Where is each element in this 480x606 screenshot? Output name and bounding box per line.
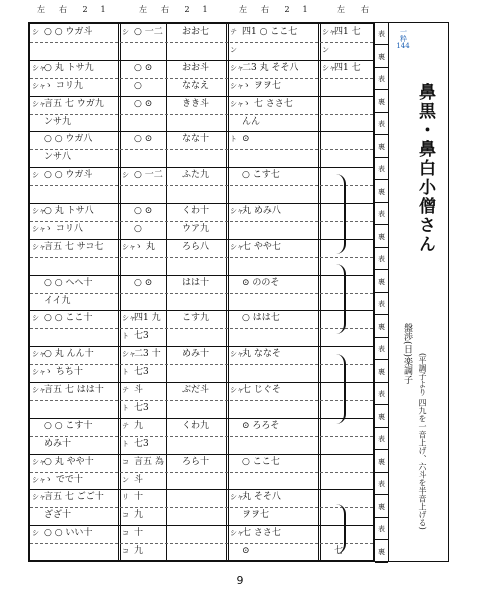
stroke-mark: シャ xyxy=(230,350,244,359)
notation-cell: 言五 七 ウガ九 xyxy=(44,98,104,109)
stroke-mark: ン xyxy=(322,45,329,54)
stroke-mark: シャ xyxy=(32,493,46,502)
notation-cell: ○ ⊙ xyxy=(134,62,153,73)
side-mark: 表 xyxy=(375,293,388,315)
stroke-mark: シャ xyxy=(32,224,46,233)
row-divider xyxy=(30,293,373,294)
notation-cell: ○ xyxy=(134,80,142,91)
stroke-mark: ト xyxy=(122,368,129,377)
row-divider xyxy=(30,364,373,365)
notation-cell: 言五 七 サコ七 xyxy=(44,241,104,252)
notation-cell: 九 xyxy=(134,546,144,557)
row-divider xyxy=(30,328,373,329)
stroke-mark: リ xyxy=(122,493,129,502)
stroke-mark: シャ xyxy=(230,493,244,502)
stroke-mark: ト xyxy=(122,403,129,412)
notation-cell: 丸 ななそ xyxy=(242,349,281,360)
stroke-mark: シャ xyxy=(32,207,46,215)
notation-cell: ○ 丸 トサ九 xyxy=(44,62,94,73)
stroke-mark: コ xyxy=(122,547,129,556)
tuning-label: 盤渉(日)楽調子 xyxy=(402,323,412,385)
side-mark: 表 xyxy=(375,158,388,180)
row-divider xyxy=(30,257,373,258)
stroke-mark: シャ xyxy=(32,350,46,359)
notation-cell: ゝ 七 ささ七 xyxy=(242,98,293,109)
notation-cell: 七3 xyxy=(134,331,149,342)
stroke-mark: シ xyxy=(32,171,39,180)
row-divider xyxy=(30,525,373,526)
notation-cell: 七3 xyxy=(134,367,149,378)
stroke-mark: シャ xyxy=(122,242,136,251)
notation-cell: 斗 xyxy=(134,385,144,395)
side-mark: 裏 xyxy=(375,136,388,158)
row-divider xyxy=(30,507,373,508)
stroke-mark: シャ xyxy=(230,386,244,394)
side-mark: 裏 xyxy=(375,271,388,293)
row-divider xyxy=(30,167,373,168)
stroke-mark: ト xyxy=(122,439,129,448)
notation-cell: んん xyxy=(242,116,261,127)
side-mark: 裏 xyxy=(375,406,388,428)
column-header xyxy=(28,5,368,17)
notation-cell: ゝ コリ九 xyxy=(44,80,83,91)
stroke-mark: シャ xyxy=(230,81,244,90)
row-divider xyxy=(30,221,373,222)
notation-cell: ンサ九 xyxy=(44,116,72,127)
header-label: 左 xyxy=(239,5,247,14)
notation-cell: ゝ コリ八 xyxy=(44,223,83,234)
stroke-mark: シャ xyxy=(122,350,136,359)
notation-cell: ○ 一二 xyxy=(134,170,163,181)
slur-curve xyxy=(330,174,346,254)
side-mark: 裏 xyxy=(375,451,388,473)
header-label: 右 xyxy=(59,5,67,14)
stroke-mark: テ xyxy=(230,28,237,36)
stroke-mark: シャ xyxy=(32,99,46,108)
row-divider xyxy=(30,489,373,490)
notation-cell: ○ 丸 トサ八 xyxy=(44,206,94,216)
row-divider xyxy=(30,418,373,419)
page-badge xyxy=(396,28,410,51)
stroke-mark: コ xyxy=(122,529,129,538)
notation-cell: ○ ⊙ xyxy=(134,206,153,216)
stroke-mark: ト xyxy=(122,332,129,341)
notation-cell: 言五 七 はは十 xyxy=(44,385,104,395)
notation-cell: ⊙ ろろそ xyxy=(242,420,280,431)
slur-curve xyxy=(330,354,346,424)
row-divider xyxy=(30,400,373,401)
notation-cell: 二3 十 xyxy=(134,349,161,360)
notation-cell: おお斗 xyxy=(182,62,210,73)
stroke-mark: シ xyxy=(122,171,129,180)
side-mark: 裏 xyxy=(375,316,388,338)
notation-cell: 十 xyxy=(134,528,144,539)
stroke-mark: コ xyxy=(122,457,129,466)
header-label: 右 xyxy=(161,5,169,14)
stroke-mark: シ xyxy=(32,529,39,538)
notation-cell: ○ はは七 xyxy=(242,313,280,324)
stroke-mark: シャ xyxy=(32,475,46,484)
notation-cell: ○ 一二 xyxy=(134,27,163,37)
notation-cell: 斗 xyxy=(134,474,144,485)
notation-cell: なな十 xyxy=(182,134,210,145)
notation-cell: こす九 xyxy=(182,313,210,324)
notation-cell: ゝ ちち十 xyxy=(44,367,83,378)
stroke-mark: シャ xyxy=(32,457,46,466)
stroke-mark: テ xyxy=(122,386,129,394)
row-divider xyxy=(30,96,373,97)
notation-cell: はは十 xyxy=(182,277,210,288)
stroke-mark: ン xyxy=(230,45,237,54)
side-mark: 表 xyxy=(375,68,388,90)
side-mark: 裏 xyxy=(375,496,388,518)
notation-cell: ○ ○ いい十 xyxy=(44,528,93,539)
notation-cell: ○ 丸 んん十 xyxy=(44,349,94,360)
notation-cell: ヲヲ七 xyxy=(242,510,270,521)
notation-cell: 九 xyxy=(134,420,144,431)
notation-cell: ふた九 xyxy=(182,170,210,181)
notation-cell: ぶだ斗 xyxy=(182,385,210,395)
stroke-mark: テ xyxy=(122,421,129,430)
notation-cell: めみ十 xyxy=(44,438,72,449)
score-grid xyxy=(28,22,375,562)
header-label: 2 xyxy=(284,5,290,14)
row-divider xyxy=(30,131,373,132)
side-mark: 裏 xyxy=(375,91,388,113)
notation-cell: ○ ○ ウガ斗 xyxy=(44,170,93,181)
header-label: 1 xyxy=(302,5,308,14)
notation-cell: 十 xyxy=(134,492,144,503)
notation-cell: ゝ 丸 xyxy=(134,241,155,252)
side-mark: 裏 xyxy=(375,541,388,563)
side-mark: 表 xyxy=(375,23,388,45)
notation-cell: 言五 七 ごご十 xyxy=(44,492,104,503)
notation-cell: 四1 九 xyxy=(134,313,161,324)
header-label: 1 xyxy=(202,5,208,14)
header-label: 1 xyxy=(100,5,106,14)
notation-cell: ⊙ xyxy=(242,546,250,557)
notation-cell: ○ ○ ここ十 xyxy=(44,313,93,324)
stroke-mark: シャ xyxy=(32,368,46,377)
side-mark: 裏 xyxy=(375,46,388,68)
notation-cell: 七3 xyxy=(134,438,149,449)
side-mark: 表 xyxy=(375,473,388,495)
side-mark: 裏 xyxy=(375,361,388,383)
stroke-mark: シャ xyxy=(32,242,46,251)
stroke-mark: シャ xyxy=(32,63,46,72)
stroke-mark: ト xyxy=(230,135,237,144)
notation-cell: ○ ⊙ xyxy=(134,134,153,145)
stroke-mark: シャ xyxy=(230,63,244,72)
row-divider xyxy=(30,203,373,204)
header-label: 2 xyxy=(82,5,88,14)
notation-cell: 二3 丸 そそ八 xyxy=(242,62,299,73)
stroke-mark: シ xyxy=(32,314,39,323)
notation-cell: ろら八 xyxy=(182,241,210,252)
notation-cell: くわ九 xyxy=(182,420,210,431)
stroke-mark: シャ xyxy=(230,99,244,108)
row-divider xyxy=(30,275,373,276)
notation-cell: ろら十 xyxy=(182,456,210,467)
notation-cell: 言五 為 xyxy=(134,456,164,467)
side-mark: 表 xyxy=(375,203,388,225)
stroke-mark: シャ xyxy=(32,81,46,90)
notation-cell: 九 xyxy=(134,510,144,521)
header-label: 左 xyxy=(37,5,45,14)
stroke-mark: シャ xyxy=(32,386,46,394)
notation-cell: ○ ○ ウガ八 xyxy=(44,134,93,145)
notation-cell: ⊙ ののそ xyxy=(242,277,280,288)
notation-cell: めみ十 xyxy=(182,349,210,360)
notation-cell: ゝ ヲヲ七 xyxy=(242,80,281,91)
row-divider xyxy=(30,310,373,311)
header-label: 左 xyxy=(139,5,147,14)
side-mark: 表 xyxy=(375,113,388,135)
notation-cell: ざざ十 xyxy=(44,510,72,521)
stroke-mark: コ xyxy=(122,511,129,520)
notation-cell: 七 xyxy=(334,546,344,557)
side-mark: 表 xyxy=(375,383,388,405)
notation-cell: 七 ささ七 xyxy=(242,528,281,539)
notation-cell: ○ xyxy=(134,223,142,234)
notation-cell: ななえ xyxy=(182,80,210,91)
stroke-mark: シャ xyxy=(230,207,244,215)
notation-cell: ○ ○ こす十 xyxy=(44,420,93,431)
stroke-mark: シャ xyxy=(122,314,136,323)
notation-cell: ⊙ xyxy=(242,134,250,145)
notation-cell: 七 じぐそ xyxy=(242,385,281,395)
badge-top: 一粋 xyxy=(399,28,408,42)
notation-cell: 四1 七 xyxy=(334,62,361,73)
header-label: 右 xyxy=(361,5,369,14)
stroke-mark: シ xyxy=(122,28,129,36)
side-mark: 裏 xyxy=(375,226,388,248)
tuning-note: (平調子より 四九を一音上げ、六斗を半音上げる) xyxy=(418,353,427,530)
notation-cell: 四1 七 xyxy=(334,27,361,37)
side-mark: 表 xyxy=(375,518,388,540)
notation-cell: おお七 xyxy=(182,27,210,37)
notation-cell: 七 やや七 xyxy=(242,241,281,252)
header-label: 左 xyxy=(337,5,345,14)
notation-cell: ンサ八 xyxy=(44,152,72,163)
side-mark: 表 xyxy=(375,428,388,450)
header-label: 2 xyxy=(184,5,190,14)
row-divider xyxy=(30,149,373,150)
notation-cell: ○ こす七 xyxy=(242,170,280,181)
notation-cell: ウア九 xyxy=(182,223,210,234)
row-divider xyxy=(30,78,373,79)
notation-cell: 丸 めみ八 xyxy=(242,206,281,216)
stroke-mark: シャ xyxy=(230,529,244,538)
notation-cell: きき斗 xyxy=(182,98,210,109)
stroke-mark: シャ xyxy=(322,63,336,72)
row-divider xyxy=(30,346,373,347)
row-divider xyxy=(30,42,373,43)
stroke-mark: シ xyxy=(32,28,39,36)
page-number: 9 xyxy=(236,574,244,587)
side-mark: 裏 xyxy=(375,181,388,203)
notation-cell: ○ ⊙ xyxy=(134,98,153,109)
row-divider xyxy=(30,114,373,115)
notation-cell: ○ ○ ウガ斗 xyxy=(44,27,93,37)
row-divider xyxy=(30,382,373,383)
row-divider xyxy=(30,239,373,240)
badge-number: 144 xyxy=(396,42,410,50)
notation-cell: ゝ でで十 xyxy=(44,474,83,485)
header-label: 右 xyxy=(261,5,269,14)
notation-cell: 丸 そそ八 xyxy=(242,492,281,503)
stroke-mark: シャ xyxy=(230,242,244,251)
row-divider xyxy=(30,436,373,437)
row-divider xyxy=(30,543,373,544)
row-divider xyxy=(30,472,373,473)
stroke-mark: シャ xyxy=(322,28,336,36)
slur-curve xyxy=(330,264,346,334)
notation-cell: ○ 丸 やや十 xyxy=(44,456,94,467)
stroke-mark: ン xyxy=(122,475,129,484)
slur-curve xyxy=(330,504,346,554)
title-panel xyxy=(389,22,449,562)
notation-cell: 七3 xyxy=(134,402,149,413)
song-title: 鼻黒・鼻白小僧さん xyxy=(415,83,435,254)
notation-cell: ○ ○ ヘヘ十 xyxy=(44,277,93,288)
notation-cell: 四1 ○ ここ七 xyxy=(242,27,298,37)
notation-cell: くわ十 xyxy=(182,206,210,216)
row-divider xyxy=(30,185,373,186)
side-mark: 表 xyxy=(375,338,388,360)
row-divider xyxy=(30,454,373,455)
notation-cell: ○ ここ七 xyxy=(242,456,280,467)
notation-cell: イイ九 xyxy=(44,295,71,306)
side-mark-strip xyxy=(375,22,389,562)
row-divider xyxy=(30,60,373,61)
side-mark: 表 xyxy=(375,248,388,270)
notation-cell: ○ ⊙ xyxy=(134,277,153,288)
